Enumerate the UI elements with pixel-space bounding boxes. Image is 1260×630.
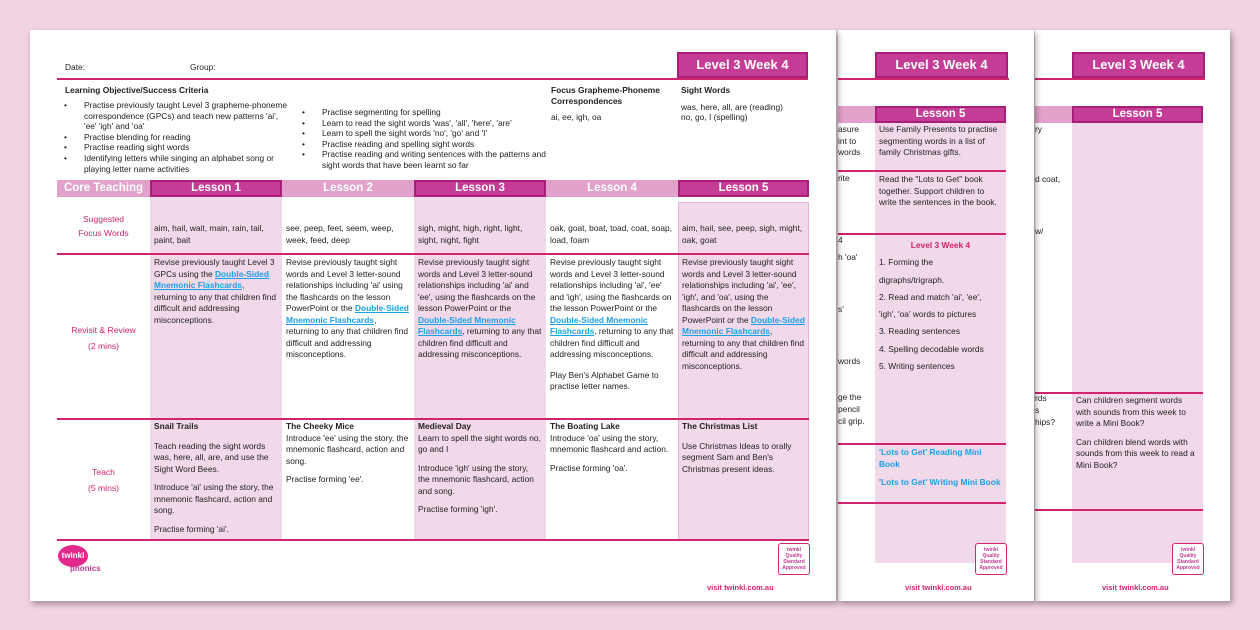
lesson-1-header: Lesson 1	[150, 180, 282, 197]
core-teaching-header: Core Teaching	[57, 180, 150, 197]
mnemonic-flashcards-link[interactable]: Double-Sided Mnemonic Flashcards	[154, 268, 269, 290]
revisit-cell: Revise previously taught sight words and Level 3 letter-sound relationships including 'ai' using the flashcards on the lesson PowerPoint or the Double-Sided Mnemonic Flashcards, returning to any that children find difficult and addressing misconceptions.	[286, 257, 409, 359]
writing-mini-book-link[interactable]: 'Lots to Get' Writing Mini Book	[879, 477, 1001, 487]
quality-badge: twinkl Quality Standard Approved	[778, 543, 810, 575]
level-week-badge: Level 3 Week 4	[875, 52, 1008, 78]
mnemonic-flashcards-link[interactable]: Double-Sided Mnemonic Flashcards	[682, 314, 805, 336]
focus-words-cell: aim, hail, wait, main, rain, tail, paint, bait	[154, 223, 264, 245]
reading-mini-book-link[interactable]: 'Lots to Get' Reading Mini Book	[879, 447, 982, 469]
lesson-4-header: Lesson 4	[546, 180, 678, 197]
mnemonic-flashcards-link[interactable]: Double-Sided Mnemonic Flashcards	[550, 314, 648, 336]
lesson-5-header: Lesson 5	[678, 180, 809, 197]
focus-words-cell: see, peep, feet, seem, weep, week, feed, deep	[286, 223, 394, 245]
worksheet-page-back-1: Level 3 Week 4 Lesson 5 asure int to words rite 4 h 'oa' s' words ge the pencil cil grip. Use Family Presents to practise segmenting words in a list of family Christmas gifts. Read the "Lots to Get" book together. Support children to write the sentences in the book. Level 3 Week 4 1. Forming the digraphs/trigraph. 2. Read and match 'ai', 'ee', 'igh', 'oa' words to pictures 3. Reading sentences 4. Spelling decodable words 5. Writing sentences 'Lots to Get' Reading Mini Book 'Lots to Get' Writing Mini Book visit twinkl.com.au twinkl Quality Standard Approved	[838, 30, 1034, 601]
focus-words-cell: sigh, might, high, right, light, sight, night, fight	[418, 223, 523, 245]
level-week-badge: Level 3 Week 4	[1072, 52, 1205, 78]
assessment-questions: Can children segment words with sounds from this week to write a Mini Book? Can children blend words with sounds from this week to read a Mini Book?	[1076, 395, 1195, 470]
mnemonic-flashcards-link[interactable]: Double-Sided Mnemonic Flashcards	[286, 303, 409, 325]
lesson-5-header: Lesson 5	[875, 106, 1006, 123]
row-label-teach: Teach (5 mins)	[87, 467, 120, 493]
lesson-5-header: Lesson 5	[1072, 106, 1203, 123]
quality-badge: twinkl Quality Standard Approved	[1172, 543, 1204, 575]
twinkl-phonics-logo: twinkl phonics	[58, 545, 104, 579]
teach-cell: The Boating Lake Introduce 'oa' using the story, mnemonic flashcard and action. Practise forming 'oa'.	[550, 421, 669, 473]
focus-words-cell: aim, hail, see, peep, sigh, might, oak, goat	[682, 223, 803, 245]
revisit-cell: Revise previously taught Level 3 GPCs using the Double-Sided Mnemonic Flashcards, returning to any that children find difficult and addressing misconceptions.	[154, 257, 276, 325]
footer-link[interactable]: visit twinkl.com.au	[1102, 583, 1169, 592]
footer-link[interactable]: visit twinkl.com.au	[905, 583, 972, 592]
focus-gpc: Focus Grapheme-Phoneme Correspondences ai, ee, igh, oa	[551, 85, 660, 123]
revisit-cell: Revise previously taught sight words and Level 3 letter-sound relationships including 'ai' and 'ee', using the flashcards on the lesson PowerPoint or the Double-Sided Mnemonic Flashcards, returning to any that children find difficult and addressing misconceptions.	[418, 257, 542, 359]
quality-badge: twinkl Quality Standard Approved	[975, 543, 1007, 575]
mnemonic-flashcards-link[interactable]: Double-Sided Mnemonic Flashcards	[418, 314, 516, 336]
teach-cell: The Cheeky Mice Introduce 'ee' using the story, the mnemonic flashcard, action and song. Practise forming 'ee'.	[286, 421, 409, 484]
worksheet-page-back-2: Level 3 Week 4 Lesson 5 ry d coat, w/ rds s hips? Can children segment words with sounds from this week to write a Mini Book? Can children blend words with sounds from this week to read a Mini Book? visit twinkl.com.au twinkl Quality Standard Approved	[1035, 30, 1230, 601]
revisit-cell: Revise previously taught sight words and Level 3 letter-sound relationships including 'ai', 'ee' and 'igh', using the flashcards on the lesson PowerPoint or the Double-Sided Mnemonic Flashcards, returning to any that children find difficult and addressing misconceptions. Play Ben's Alphabet Game to practise letter names.	[550, 257, 674, 391]
lesson-3-header: Lesson 3	[414, 180, 546, 197]
focus-words-cell: oak, goat, boat, toad, coat, soap, load, foam	[550, 223, 672, 245]
objectives-right: • Practise segmenting for spelling • Learn to read the sight words 'was', 'all', 'here', 'are' • Learn to spell the sight words 'no', 'go' and 'I' • Practise reading and spelling sight words • Practise reading and writing sentences with the patterns and sight words that have been learnt so far	[298, 107, 548, 171]
level-week-badge: Level 3 Week 4	[677, 52, 808, 78]
date-label: Date:	[65, 62, 86, 72]
objectives-left: • Practise previously taught Level 3 grapheme-phoneme correspondence (GPCs) and teach new patterns 'ai', 'ee' 'igh' and 'oa' • Practise blending for reading • Practise reading sight words • Identifying letters while singing an alphabet song or playing letter name activities	[60, 100, 290, 174]
teach-cell: The Christmas List Use Christmas Ideas to orally segment Sam and Ben's Christmas present ideas.	[682, 421, 792, 474]
worksheet-page-front: Date: Group: Level 3 Week 4 Learning Objective/Success Criteria • Practise previously taught Level 3 grapheme-phoneme correspondence (GPCs) and teach new patterns 'ai', 'ee' 'igh' and 'oa' • Practise blending for reading • Practise reading sight words • Identifying letters while singing an alphabet song or playing letter name activities • Practise segmenting for spelling • Learn to read the sight words 'was', 'all', 'here', 'are' • Learn to spell the sight words 'no', 'go' and 'I' • Practise reading and spelling sight words • Practise reading and writing sentences with the patterns and sight words that have been learnt so far Focus Grapheme-Phoneme Correspondences ai, ee, igh, oa Sight Words was, here, all, are (reading) no, go, I (spelling) Core Teaching Lesson 1 Lesson 2 Lesson 3 Lesson 4 Lesson 5 Suggested Focus Words Revisit & Review (2 mins) Teach (5 mins) twinkl phonics visit twinkl.com.au twinkl Quality Standard Approved aim, hail, wait, main, rain, tail, paint, bait Revise previously taught Level 3 GPCs using the Double-Sided Mnemonic Flashcards, returning to any that children find difficult and addressing misconceptions. Snail Trails Teach reading the sight words was, here, all, are, and use the Sight Word Bees. Introduce 'ai' using the story, the mnemonic flashcard, action and song. Practise forming 'ai'. see, peep, feet, seem, weep, week, feed, deep Revise previously taught sight words and Level 3 letter-sound relationships including 'ai' using the flashcards on the lesson PowerPoint or the Double-Sided Mnemonic Flashcards, returning to any that children find difficult and addressing misconceptions. The Cheeky Mice Introduce 'ee' using the story, the mnemonic flashcard, action and song. Practise forming 'ee'. sigh, might, high, right, light, sight, night, fight Revise previously taught sight words and Level 3 letter-sound relationships including 'ai' and 'ee', using the flashcards on the lesson PowerPoint or the Double-Sided Mnemonic Flashcards, returning to any that children find difficult and addressing misconceptions. Medieval Day Learn to spell the sight words no, go and I Introduce 'igh' using the story, the mnemonic flashcard, action and song. Practise forming 'igh'. oak, goat, boat, toad, coat, soap, load, foam Revise previously taught sight words and Level 3 letter-sound relationships including 'ai', 'ee' and 'igh', using the flashcards on the lesson PowerPoint or the Double-Sided Mnemonic Flashcards, returning to any that children find difficult and addressing misconceptions. Play Ben's Alphabet Game to practise letter names. The Boating Lake Introduce 'oa' using the story, mnemonic flashcard and action. Practise forming 'oa'. aim, hail, see, peep, sigh, might, oak, goat Revise previously taught sight words and Level 3 letter-sound relationships including 'ai', 'ee', 'igh', and 'oa', using the flashcards on the lesson PowerPoint or the Double-Sided Mnemonic Flashcards, returning to any that children find difficult and addressing misconceptions. The Christmas List Use Christmas Ideas to orally segment Sam and Ben's Christmas present ideas.	[30, 30, 836, 601]
row-label-revisit: Revisit & Review (2 mins)	[71, 325, 136, 351]
footer-link[interactable]: visit twinkl.com.au	[707, 583, 774, 592]
row-label-focus-words: Suggested Focus Words	[78, 214, 129, 238]
lesson-2-header: Lesson 2	[282, 180, 414, 197]
revisit-cell: Revise previously taught sight words and Level 3 letter-sound relationships including 'ai', 'ee', 'igh', and 'oa', using the flashcards on the lesson PowerPoint or the Double-Sided Mnemonic Flashcards, returning to any that children find difficult and addressing misconceptions.	[682, 257, 805, 371]
group-label: Group:	[190, 62, 216, 72]
sight-words: Sight Words was, here, all, are (reading) no, go, I (spelling)	[681, 85, 783, 123]
teach-cell: Medieval Day Learn to spell the sight words no, go and I Introduce 'igh' using the story, the mnemonic flashcard, action and song. Practise forming 'igh'.	[418, 421, 541, 514]
week-steps: Level 3 Week 4 1. Forming the digraphs/trigraph. 2. Read and match 'ai', 'ee', 'igh', 'oa' words to pictures 3. Reading sentences 4. Spelling decodable words 5. Writing sentences	[879, 240, 984, 372]
teach-cell: Snail Trails Teach reading the sight words was, here, all, are, and use the Sight Word Bees. Introduce 'ai' using the story, the mnemonic flashcard, action and song. Practise forming 'ai'.	[154, 421, 274, 534]
